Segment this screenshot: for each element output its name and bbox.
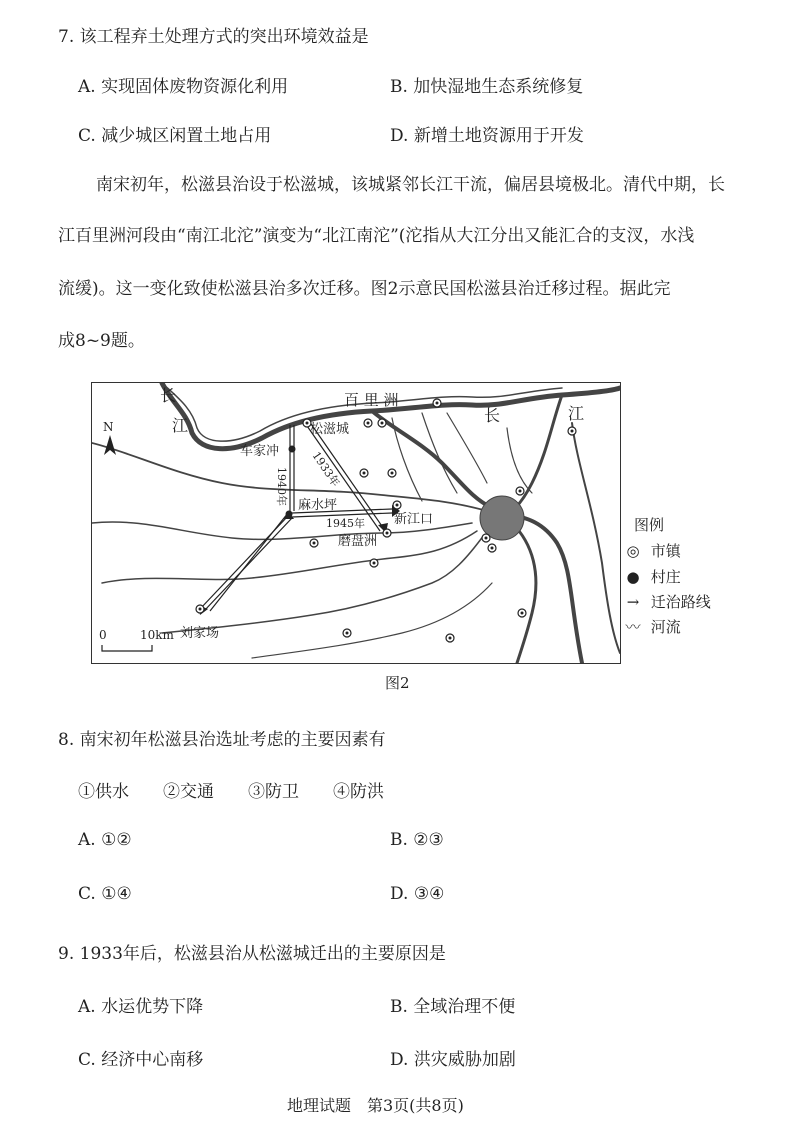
route-arrow-icon: → — [626, 593, 640, 611]
q9-option-a: A. 水运优势下降 — [78, 997, 204, 1017]
q7-stem: 7. 该工程弃土处理方式的突出环境效益是 — [58, 27, 369, 47]
label-chang-2: 长 — [484, 406, 501, 425]
label-liujiachang: 刘家场 — [180, 626, 220, 641]
legend-item-route — [620, 591, 711, 612]
label-xinjiangkou: 新江口 — [394, 512, 434, 527]
q9-option-c: C. 经济中心南移 — [78, 1050, 204, 1070]
passage-line-2: 江百里洲河段由“南江北沱”演变为“北江南沱”(沱指从大江分出又能汇合的支汊，水浅 — [58, 226, 695, 246]
q8-stem: 8. 南宋初年松滋县治选址考虑的主要因素有 — [58, 730, 386, 750]
q8-option-c: C. ①④ — [78, 884, 132, 904]
river-symbol-icon: 〰 — [625, 618, 641, 636]
river-southeast-channel — [512, 523, 536, 663]
q7-option-b: B. 加快湿地生态系统修复 — [390, 77, 584, 97]
scale-label-10km: 10km — [140, 628, 174, 642]
q7-option-c: C. 减少城区闲置土地占用 — [78, 126, 272, 146]
north-arrow-icon — [104, 435, 116, 455]
tributary-9 — [507, 428, 532, 493]
label-year-1933: 1933年 — [309, 449, 343, 490]
legend-label-town: 市镇 — [650, 542, 681, 560]
legend-title: 图例 — [634, 516, 665, 534]
q8-option-b: B. ②③ — [390, 830, 444, 850]
label-mashuiping: 麻水坪 — [298, 498, 338, 513]
legend-item-town — [620, 540, 681, 561]
lake — [480, 496, 524, 540]
label-north: N — [103, 420, 114, 434]
tributary-10 — [572, 423, 620, 653]
legend-label-village: 村庄 — [650, 568, 681, 586]
legend-item-river — [620, 616, 681, 637]
q8-option-d: D. ③④ — [390, 884, 445, 904]
passage-line-4: 成8~9题。 — [58, 331, 145, 351]
page-footer: 地理试题 第3页(共8页) — [287, 1096, 464, 1115]
label-chejiachong: 车家冲 — [240, 444, 280, 459]
label-year-1945: 1945年 — [326, 517, 365, 530]
legend-item-village — [620, 566, 681, 587]
label-mopanzhou: 磨盘洲 — [338, 534, 378, 549]
label-jiang-1: 江 — [172, 416, 189, 435]
tributary-5 — [252, 583, 492, 658]
q8-factors: ①供水 ②交通 ③防卫 ④防洪 — [78, 782, 384, 802]
q8-option-a: A. ①② — [78, 830, 132, 850]
village-marker-mashuiping — [286, 511, 293, 518]
q9-stem: 9. 1933年后，松滋县治从松滋城迁出的主要原因是 — [58, 944, 446, 964]
village-symbol-icon: ● — [626, 568, 640, 586]
q9-option-d: D. 洪灾威胁加剧 — [390, 1050, 516, 1070]
label-jiang-2: 江 — [568, 404, 585, 423]
label-chang-1: 长 — [160, 386, 177, 405]
town-symbol-icon: ◎ — [626, 542, 640, 560]
q9-option-b: B. 全域治理不便 — [390, 997, 516, 1017]
passage-line-1: 南宋初年，松滋县治设于松滋城，该城紧邻长江干流，偏居县境极北。清代中期，长 — [96, 175, 725, 195]
legend-label-river: 河流 — [650, 618, 681, 636]
map-drawing — [92, 383, 620, 663]
q7-option-d: D. 新增土地资源用于开发 — [390, 126, 584, 146]
label-songzicheng: 松滋城 — [310, 422, 350, 437]
village-marker-chejiachong — [289, 446, 296, 453]
q7-option-a: A. 实现固体废物资源化利用 — [78, 77, 289, 97]
tributary-4 — [162, 535, 484, 633]
label-year-1940: 1940年 — [275, 467, 288, 506]
passage-line-3: 流缓)。这一变化致使松滋县治多次迁移。图2示意民国松滋县治迁移过程。据此完 — [58, 279, 671, 299]
scale-bar — [102, 645, 152, 651]
river-south-channel — [372, 411, 582, 663]
scale-label-0: 0 — [99, 628, 107, 642]
route-1945 — [210, 513, 288, 611]
migration-map — [91, 382, 621, 664]
tributary-7 — [422, 413, 457, 493]
legend-label-route: 迁治路线 — [650, 593, 711, 611]
label-bailizhou: 百 里 洲 — [344, 391, 399, 409]
figure-caption: 图2 — [385, 674, 410, 692]
